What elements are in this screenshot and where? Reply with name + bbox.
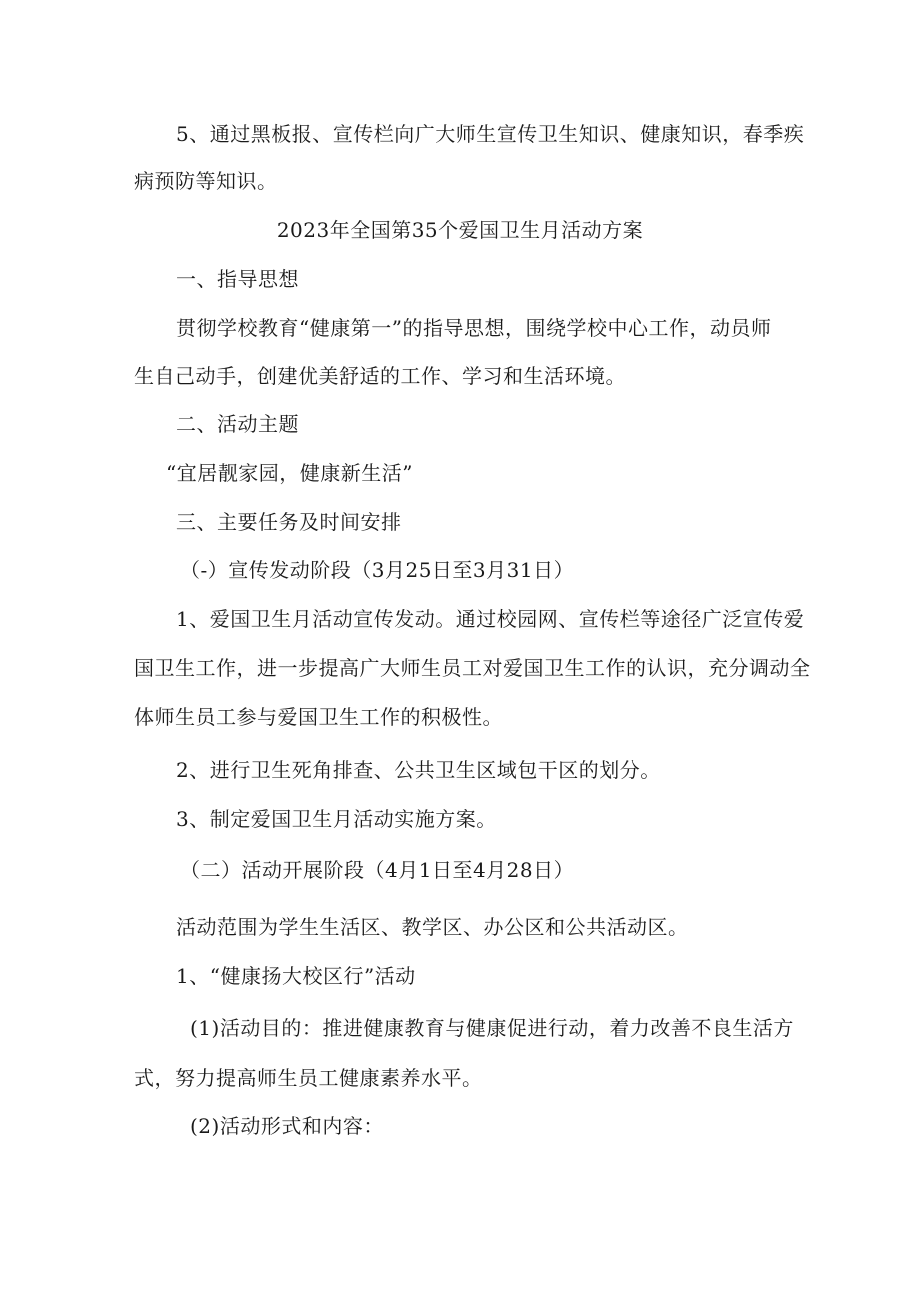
- stage1-heading: （-）宣传发动阶段（3月25日至3月31日）: [180, 558, 575, 582]
- document-title: 2023年全国第35个爱国卫生月活动方案: [276, 218, 644, 242]
- activity1-heading: 1、“健康扬大校区行”活动: [176, 964, 416, 988]
- section-heading-tasks: 三、主要任务及时间安排: [176, 510, 402, 534]
- guiding-paragraph-line2: 生自己动手，创建优美舒适的工作、学习和生活环境。: [134, 364, 626, 388]
- section-heading-theme: 二、活动主题: [176, 412, 299, 436]
- activity1-goal-line2: 式，努力提高师生员工健康素养水平。: [134, 1066, 483, 1090]
- stage1-item1-line1: 1、爱国卫生月活动宣传发动。通过校园网、宣传栏等途径广泛宣传爱: [176, 607, 805, 631]
- stage1-item3: 3、制定爱国卫生月活动实施方案。: [176, 807, 497, 831]
- activity1-form: (2)活动形式和内容：: [190, 1114, 384, 1138]
- guiding-paragraph-line1: 贯彻学校教育“健康第一”的指导思想，围绕学校中心工作，动员师: [176, 316, 772, 340]
- section-heading-guiding-thought: 一、指导思想: [176, 267, 299, 291]
- activity1-goal-line1: (1)活动目的：推进健康教育与健康促进行动，着力改善不良生活方: [190, 1016, 794, 1040]
- theme-slogan: “宜居靓家园，健康新生活”: [166, 461, 413, 485]
- stage2-heading: （二）活动开展阶段（4月1日至4月28日）: [180, 858, 575, 882]
- item5-line1: 5、通过黑板报、宣传栏向广大师生宣传卫生知识、健康知识，春季疾: [176, 122, 805, 146]
- stage1-item1-line2: 国卫生工作，进一步提高广大师生员工对爱国卫生工作的认识，充分调动全: [134, 656, 811, 680]
- stage1-item1-line3: 体师生员工参与爱国卫生工作的积极性。: [134, 705, 503, 729]
- item5-line2: 病预防等知识。: [134, 169, 278, 193]
- stage1-item2: 2、进行卫生死角排查、公共卫生区域包干区的划分。: [176, 758, 661, 782]
- activity-scope: 活动范围为学生生活区、教学区、办公区和公共活动区。: [176, 915, 689, 939]
